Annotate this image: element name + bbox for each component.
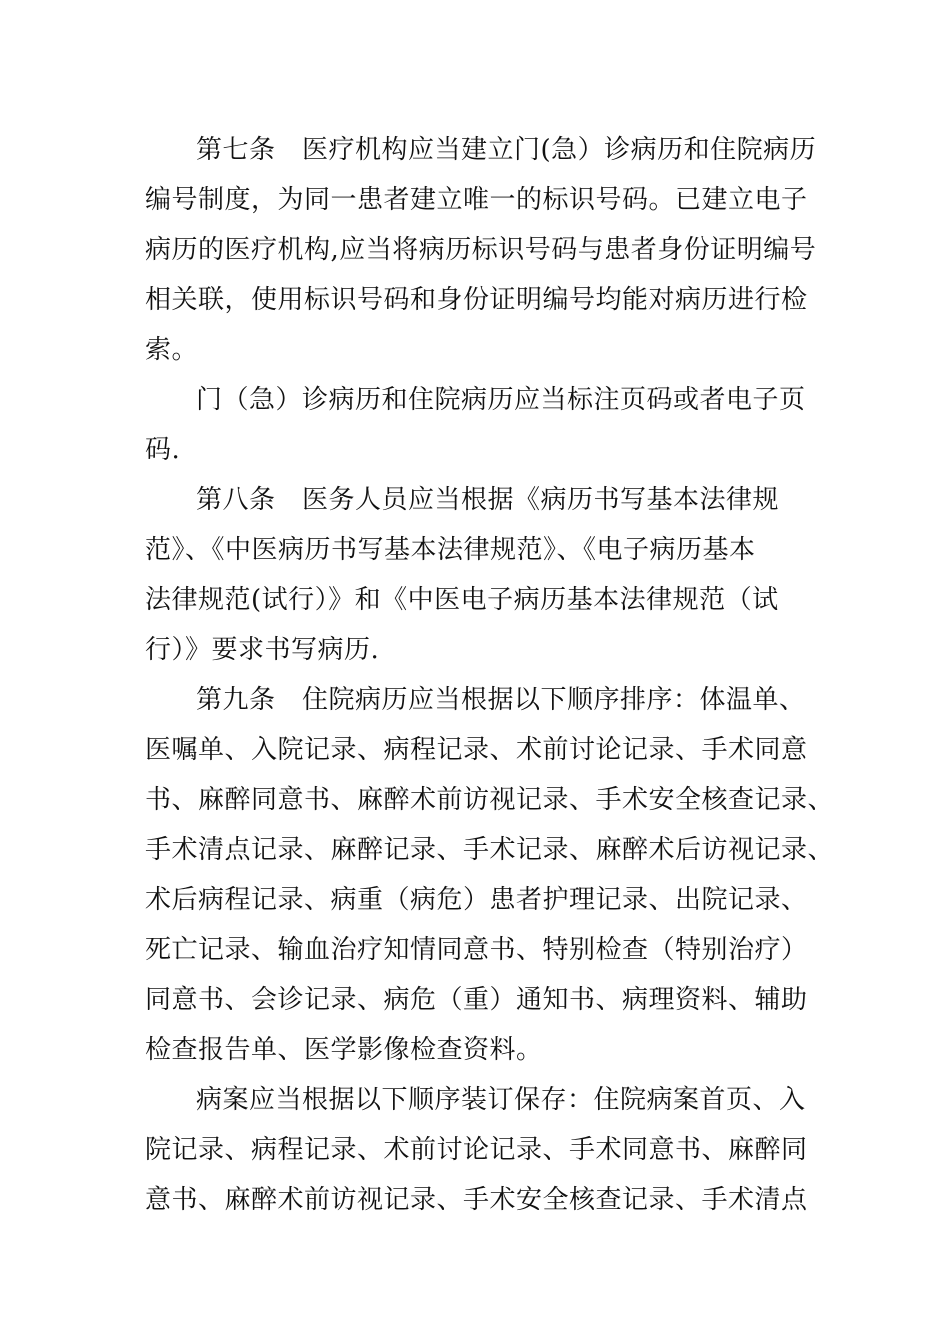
text-line: 同意书、会诊记录、病危（重）通知书、病理资料、辅助 bbox=[145, 985, 808, 1015]
text-line: 行）》要求书写病历. bbox=[145, 635, 380, 665]
text-line: 第七条 医疗机构应当建立门(急）诊病历和住院病历 bbox=[196, 135, 817, 165]
text-line: 病历的医疗机构,应当将病历标识号码与患者身份证明编号 bbox=[145, 235, 817, 265]
text-line: 门（急）诊病历和住院病历应当标注页码或者电子页 bbox=[196, 385, 806, 415]
text-line: 编号制度，为同一患者建立唯一的标识号码。已建立电子 bbox=[145, 185, 808, 215]
text-line: 手术清点记录、麻醉记录、手术记录、麻醉术后访视记录、 bbox=[145, 835, 835, 865]
text-line: 范》、《中医病历书写基本法律规范》、《电子病历基本 bbox=[145, 535, 756, 565]
text-line: 码. bbox=[145, 435, 181, 465]
text-line: 检查报告单、医学影像检查资料。 bbox=[145, 1035, 543, 1065]
text-line: 第九条 住院病历应当根据以下顺序排序：体温单、 bbox=[196, 685, 806, 715]
text-line: 医嘱单、入院记录、病程记录、术前讨论记录、手术同意 bbox=[145, 735, 808, 765]
text-line: 意书、麻醉术前访视记录、手术安全核查记录、手术清点 bbox=[145, 1185, 808, 1215]
text-line: 索。 bbox=[145, 335, 199, 365]
text-line: 术后病程记录、病重（病危）患者护理记录、出院记录、 bbox=[145, 885, 808, 915]
text-line: 死亡记录、输血治疗知情同意书、特别检查（特别治疗） bbox=[145, 935, 808, 965]
text-line: 书、麻醉同意书、麻醉术前访视记录、手术安全核查记录、 bbox=[145, 785, 835, 815]
text-line: 病案应当根据以下顺序装订保存：住院病案首页、入 bbox=[196, 1085, 806, 1115]
text-line: 法律规范(试行）》和《中医电子病历基本法律规范（试 bbox=[145, 585, 779, 615]
text-line: 相关联，使用标识号码和身份证明编号均能对病历进行检 bbox=[145, 285, 808, 315]
text-line: 第八条 医务人员应当根据《病历书写基本法律规 bbox=[196, 485, 780, 515]
text-line: 院记录、病程记录、术前讨论记录、手术同意书、麻醉同 bbox=[145, 1135, 808, 1165]
